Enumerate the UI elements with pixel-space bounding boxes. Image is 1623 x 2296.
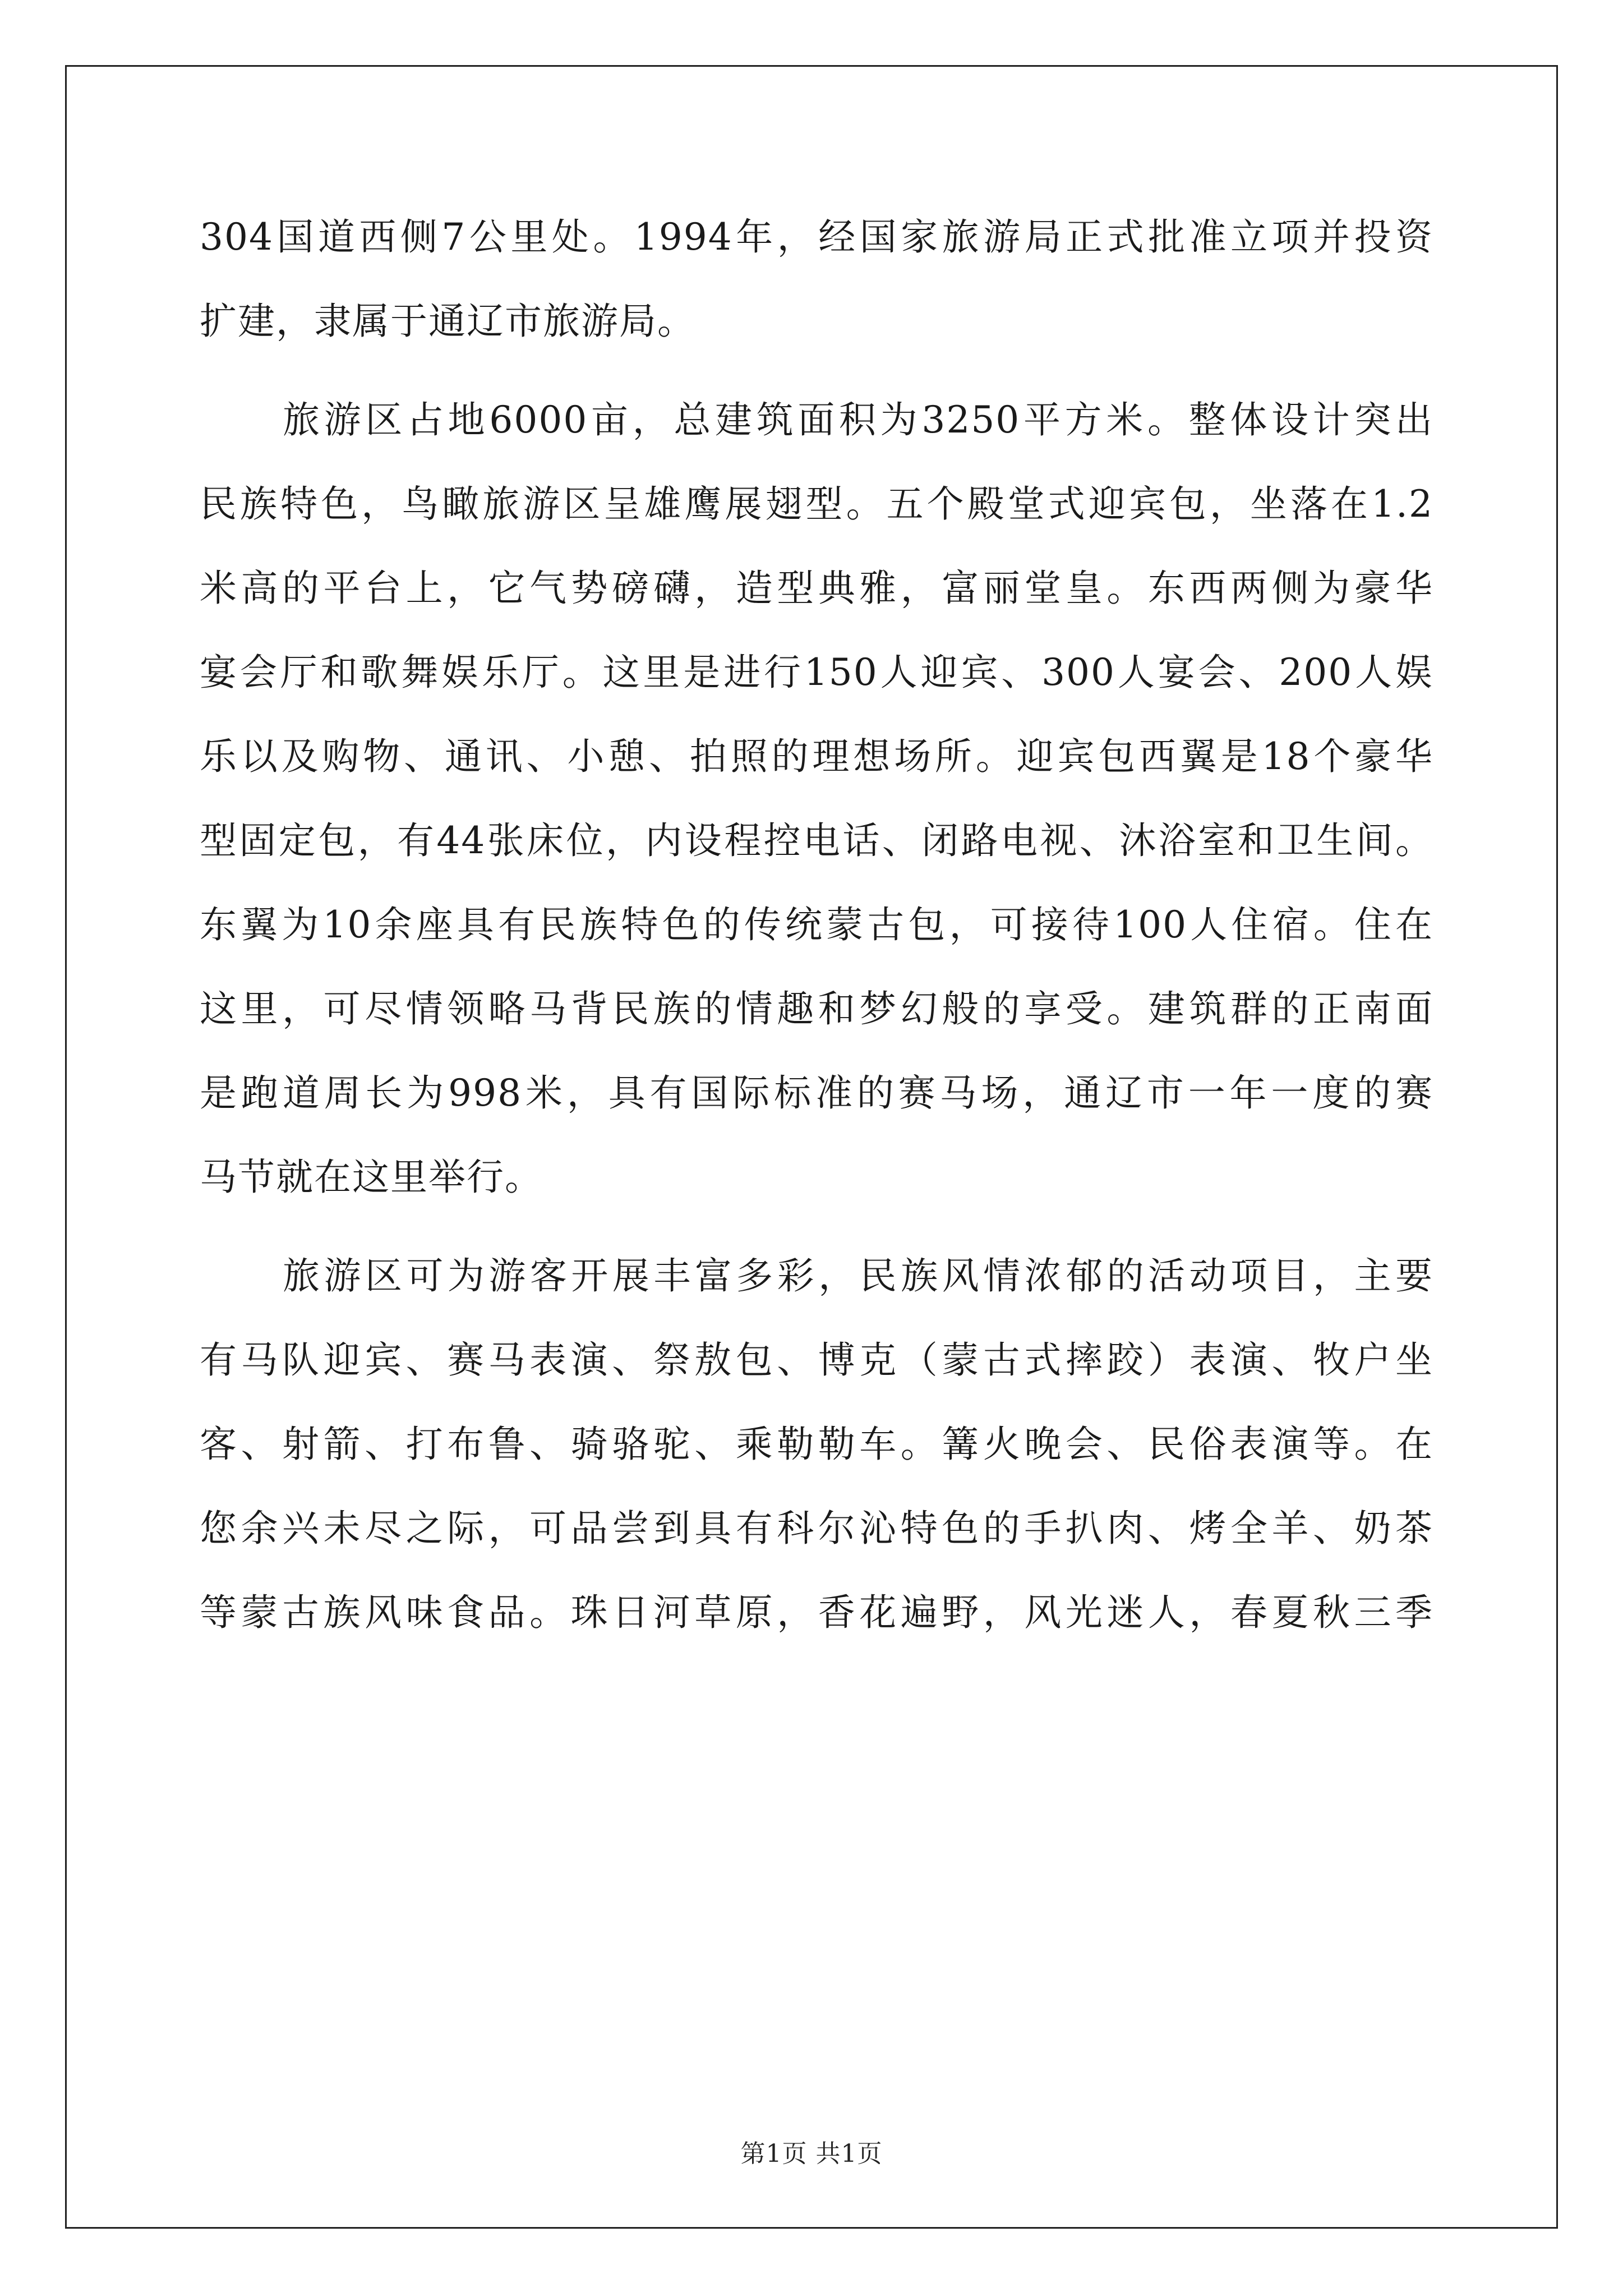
text-line: 宴会厅和歌舞娱乐厅。这里是进行150人迎宾、300人宴会、200人娱 — [200, 651, 1433, 694]
text-line: 有马队迎宾、赛马表演、祭敖包、博克（蒙古式摔跤）表演、牧户坐 — [200, 1338, 1433, 1382]
text-line: 扩建，隶属于通辽市旅游局。 — [200, 300, 695, 343]
text-line: 旅游区占地6000亩，总建筑面积为3250平方米。整体设计突出 — [283, 398, 1433, 441]
page-footer: 第1页 共1页 — [740, 2139, 883, 2168]
text-line: 客、射箭、打布鲁、骑骆驼、乘勒勒车。篝火晚会、民俗表演等。在 — [200, 1423, 1433, 1466]
text-line: 304国道西侧7公里处。1994年，经国家旅游局正式批准立项并投资 — [200, 215, 1433, 259]
text-line: 米高的平台上，它气势磅礴，造型典雅，富丽堂皇。东西两侧为豪华 — [200, 567, 1433, 610]
text-line: 东翼为10余座具有民族特色的传统蒙古包，可接待100人住宿。住在 — [200, 903, 1433, 946]
text-line: 型固定包，有44张床位，内设程控电话、闭路电视、沐浴室和卫生间。 — [200, 819, 1433, 862]
text-line: 等蒙古族风味食品。珠日河草原，香花遍野，风光迷人，春夏秋三季 — [200, 1591, 1433, 1634]
text-line: 您余兴未尽之际，可品尝到具有科尔沁特色的手扒肉、烤全羊、奶茶 — [200, 1507, 1433, 1550]
text-line: 旅游区可为游客开展丰富多彩，民族风情浓郁的活动项目，主要 — [283, 1254, 1433, 1297]
text-line: 民族特色，鸟瞰旅游区呈雄鹰展翅型。五个殿堂式迎宾包，坐落在1.2 — [200, 482, 1433, 526]
text-line: 这里，可尽情领略马背民族的情趣和梦幻般的享受。建筑群的正南面 — [200, 987, 1433, 1030]
document-body — [200, 215, 1433, 1678]
text-line: 乐以及购物、通讯、小憩、拍照的理想场所。迎宾包西翼是18个豪华 — [200, 735, 1433, 778]
text-line: 马节就在这里举行。 — [200, 1156, 543, 1199]
text-line: 是跑道周长为998米，具有国际标准的赛马场，通辽市一年一度的赛 — [200, 1071, 1433, 1115]
